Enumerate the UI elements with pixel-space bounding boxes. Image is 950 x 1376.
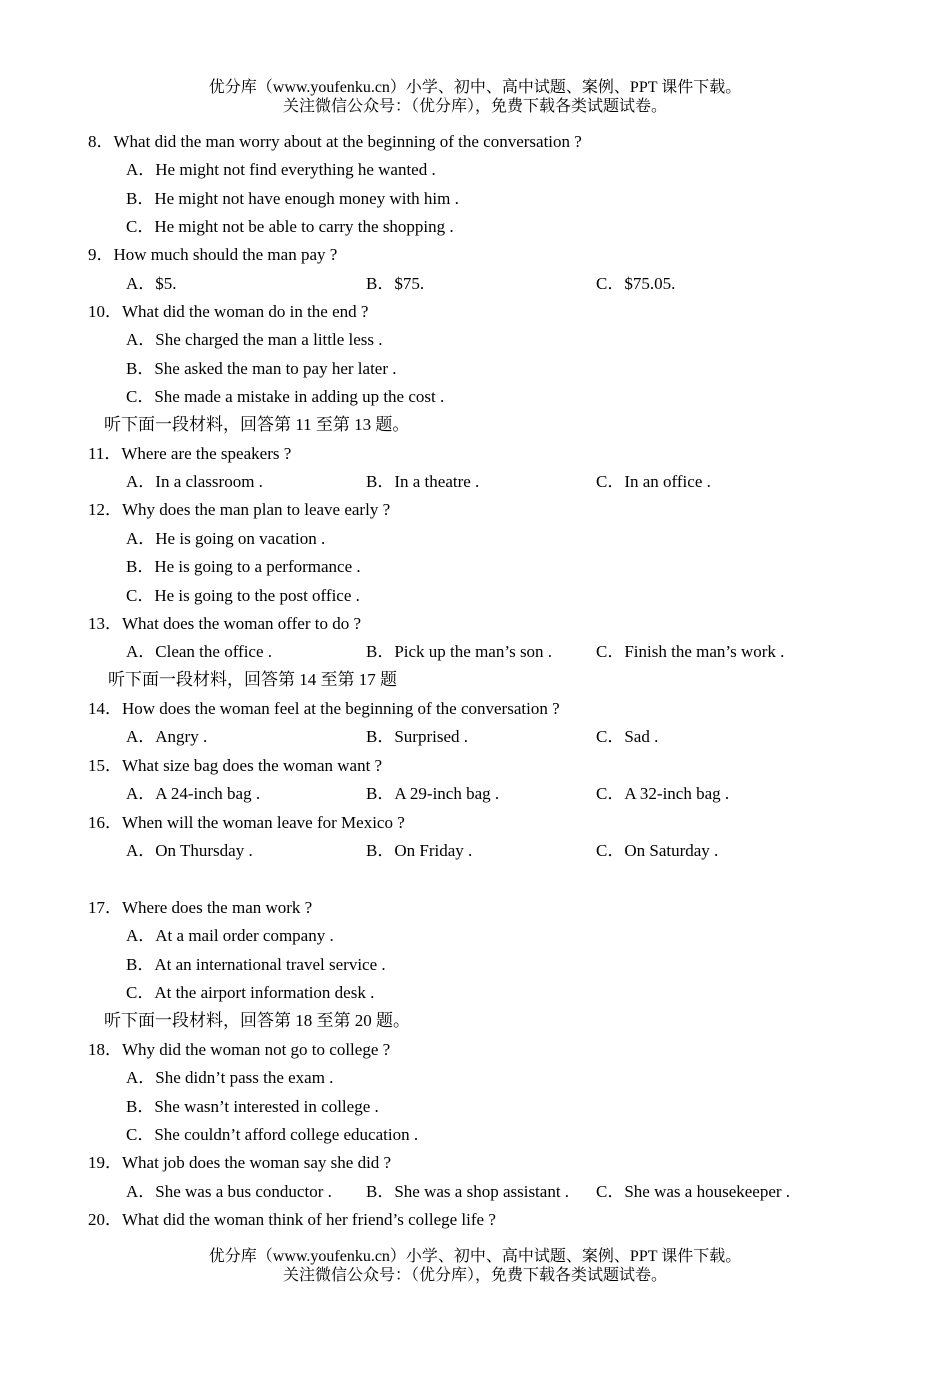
page-footer-line2: 关注微信公众号：（优分库），免费下载各类试题试卷。 (282, 1267, 667, 1284)
question-16-option-b: B．On Friday . (366, 841, 473, 860)
question-12-option-c: C．He is going to the post office . (126, 586, 360, 605)
question-8-option-b: B．He might not have enough money with him . (126, 189, 459, 208)
question-16-option-c: C．On Saturday . (596, 841, 719, 860)
question-18-stem: 18．Why did the woman not go to college ? (88, 1040, 391, 1059)
question-10-stem: 10．What did the woman do in the end ? (88, 302, 369, 321)
question-15-stem: 15．What size bag does the woman want ? (88, 756, 383, 775)
page-header-line2: 关注微信公众号：（优分库），免费下载各类试题试卷。 (282, 98, 667, 115)
question-13-stem: 13．What does the woman offer to do ? (88, 614, 362, 633)
question-16-stem: 16．When will the woman leave for Mexico ? (88, 813, 405, 832)
question-11-option-b: B．In a theatre . (366, 472, 480, 491)
question-14-stem: 14．How does the woman feel at the beginning of the conversation ? (88, 699, 560, 718)
page-footer-line1: 优分库（www.youfenku.cn）小学、初中、高中试题、案例、PPT 课件下载。 (208, 1248, 742, 1265)
question-8-option-a: A．He might not find everything he wanted . (126, 160, 436, 179)
question-17-option-c: C．At the airport information desk . (126, 983, 375, 1002)
question-19-option-b: B．She was a shop assistant . (366, 1182, 570, 1201)
question-14-option-c: C．Sad . (596, 727, 659, 746)
question-9-option-b: B．$75. (366, 274, 425, 293)
question-17-option-a: A．At a mail order company . (126, 926, 334, 945)
question-15-option-c: C．A 32-inch bag . (596, 784, 730, 803)
question-15-option-a: A．A 24-inch bag . (126, 784, 261, 803)
question-12-option-b: B．He is going to a performance . (126, 557, 361, 576)
question-11-option-a: A．In a classroom . (126, 472, 263, 491)
question-12-stem: 12．Why does the man plan to leave early ? (88, 500, 391, 519)
question-13-option-c: C．Finish the man’s work . (596, 642, 785, 661)
question-11-option-c: C．In an office . (596, 472, 711, 491)
question-18-option-a: A．She didn’t pass the exam . (126, 1068, 334, 1087)
question-9-option-c: C．$75.05. (596, 274, 676, 293)
section-heading-18-20: 听下面一段材料，回答第 18 至第 20 题。 (104, 1011, 410, 1030)
question-8-option-c: C．He might not be able to carry the shopping . (126, 217, 454, 236)
question-19-option-a: A．She was a bus conductor . (126, 1182, 332, 1201)
question-19-stem: 19．What job does the woman say she did ? (88, 1153, 392, 1172)
question-8-stem: 8．What did the man worry about at the beginning of the conversation ? (88, 132, 582, 151)
question-10-option-c: C．She made a mistake in adding up the cost . (126, 387, 445, 406)
question-9-option-a: A．$5. (126, 274, 177, 293)
section-heading-11-13: 听下面一段材料，回答第 11 至第 13 题。 (104, 415, 410, 434)
section-heading-14-17: 听下面一段材料，回答第 14 至第 17 题 (108, 670, 397, 689)
question-11-stem: 11．Where are the speakers ? (88, 444, 292, 463)
question-18-option-b: B．She wasn’t interested in college . (126, 1097, 379, 1116)
question-13-option-a: A．Clean the office . (126, 642, 273, 661)
question-19-option-c: C．She was a housekeeper . (596, 1182, 791, 1201)
question-16-option-a: A．On Thursday . (126, 841, 253, 860)
question-20-stem: 20．What did the woman think of her friend’s college life ? (88, 1210, 496, 1229)
question-9-stem: 9．How much should the man pay ? (88, 245, 338, 264)
question-15-option-b: B．A 29-inch bag . (366, 784, 500, 803)
question-14-option-a: A．Angry . (126, 727, 208, 746)
page-header-line1: 优分库（www.youfenku.cn）小学、初中、高中试题、案例、PPT 课件下载。 (208, 79, 742, 96)
question-17-option-b: B．At an international travel service . (126, 955, 386, 974)
question-10-option-a: A．She charged the man a little less . (126, 330, 383, 349)
question-13-option-b: B．Pick up the man’s son . (366, 642, 553, 661)
question-12-option-a: A．He is going on vacation . (126, 529, 326, 548)
question-10-option-b: B．She asked the man to pay her later . (126, 359, 397, 378)
question-14-option-b: B．Surprised . (366, 727, 468, 746)
question-18-option-c: C．She couldn’t afford college education . (126, 1125, 419, 1144)
question-17-stem: 17．Where does the man work ? (88, 898, 313, 917)
